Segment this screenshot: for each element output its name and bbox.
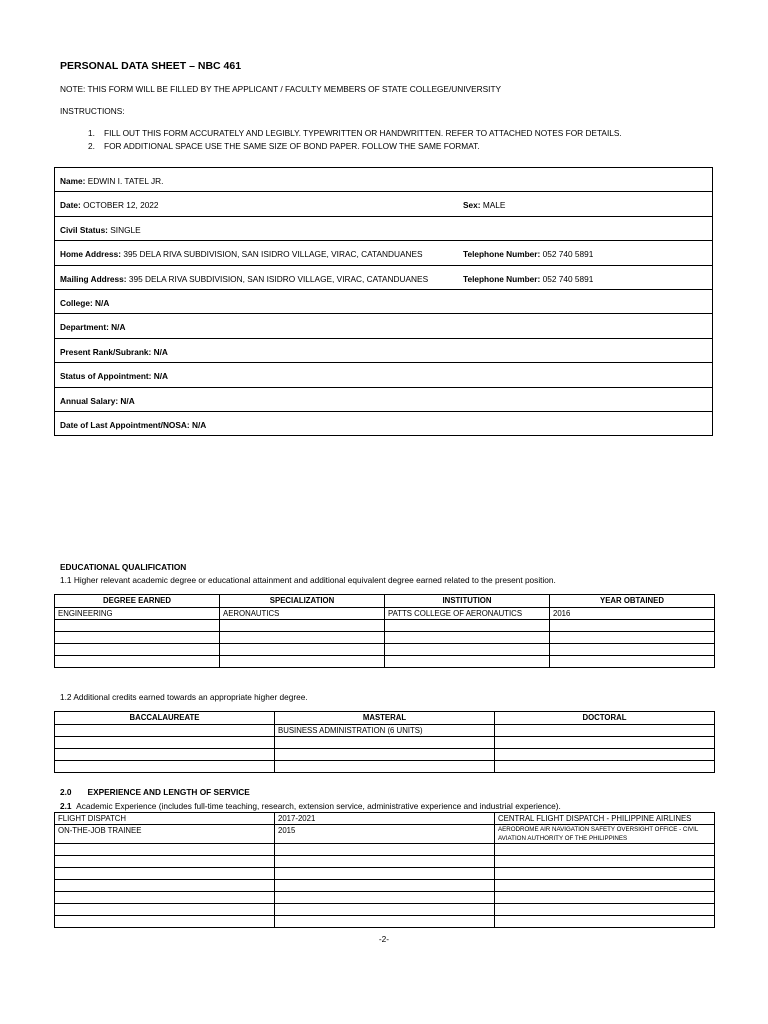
last-appointment-row: Date of Last Appointment/NOSA: N/A bbox=[60, 419, 207, 430]
table-cell: CENTRAL FLIGHT DISPATCH - PHILIPPINE AIRLINES bbox=[495, 813, 715, 825]
table-cell bbox=[55, 656, 220, 668]
instruction-item: 2. FOR ADDITIONAL SPACE USE THE SAME SIZE OF BOND PAPER. FOLLOW THE SAME FORMAT. bbox=[88, 141, 480, 151]
table-cell bbox=[55, 632, 220, 644]
credits-column-header: DOCTORAL bbox=[495, 712, 715, 725]
table-cell bbox=[275, 868, 495, 880]
table-cell bbox=[275, 856, 495, 868]
table-cell bbox=[550, 632, 715, 644]
education-section-title: EDUCATIONAL QUALIFICATION bbox=[60, 562, 187, 572]
education-description: 1.1 Higher relevant academic degree or educational attainment and additional equivalent degree earned related to the present position. bbox=[60, 575, 556, 585]
table-cell bbox=[495, 725, 715, 737]
civil-status-value: SINGLE bbox=[110, 224, 141, 235]
name-row: Name: EDWIN I. TATEL JR. bbox=[55, 168, 712, 192]
table-cell bbox=[55, 620, 220, 632]
mailing-address-row: Mailing Address: 395 DELA RIVA SUBDIVISION, SAN ISIDRO VILLAGE, VIRAC, CATANDUANES Telephone Number: 052 740 5891 bbox=[55, 266, 712, 290]
table-cell bbox=[550, 644, 715, 656]
table-cell bbox=[495, 761, 715, 773]
table-cell bbox=[495, 844, 715, 856]
degree-table bbox=[54, 594, 715, 668]
table-row bbox=[55, 880, 715, 892]
table-cell bbox=[385, 656, 550, 668]
degree-column-header: DEGREE EARNED bbox=[55, 595, 220, 608]
table-row bbox=[55, 644, 715, 656]
table-row bbox=[55, 868, 715, 880]
table-cell bbox=[495, 892, 715, 904]
mailing-address-value: 395 DELA RIVA SUBDIVISION, SAN ISIDRO VILLAGE, VIRAC, CATANDUANES bbox=[128, 273, 429, 284]
date-value: OCTOBER 12, 2022 bbox=[83, 200, 159, 211]
table-row bbox=[55, 749, 715, 761]
credits-column-header: MASTERAL bbox=[275, 712, 495, 725]
table-cell bbox=[495, 868, 715, 880]
table-cell bbox=[55, 856, 275, 868]
degree-column-header: SPECIALIZATION bbox=[220, 595, 385, 608]
page-title: PERSONAL DATA SHEET – NBC 461 bbox=[60, 60, 242, 72]
table-row bbox=[55, 632, 715, 644]
table-row bbox=[55, 916, 715, 928]
appointment-status-row: Status of Appointment: N/A bbox=[55, 363, 712, 387]
table-cell bbox=[275, 892, 495, 904]
table-row bbox=[55, 825, 715, 844]
table-cell bbox=[550, 656, 715, 668]
table-cell bbox=[220, 656, 385, 668]
home-address-value: 395 DELA RIVA SUBDIVISION, SAN ISIDRO VILLAGE, VIRAC, CATANDUANES bbox=[123, 249, 423, 260]
table-cell: 2016 bbox=[550, 608, 715, 620]
table-cell bbox=[55, 749, 275, 761]
table-cell bbox=[385, 620, 550, 632]
college-row: College: N/A bbox=[55, 290, 712, 314]
table-cell bbox=[385, 632, 550, 644]
degree-column-header: INSTITUTION bbox=[385, 595, 550, 608]
table-cell bbox=[275, 749, 495, 761]
table-row bbox=[55, 725, 715, 737]
page-number: -2- bbox=[378, 934, 390, 944]
sex-value: MALE bbox=[482, 200, 506, 211]
table-cell bbox=[55, 868, 275, 880]
telephone-value: 052 740 5891 bbox=[542, 273, 594, 284]
department-row: Department: N/A bbox=[55, 314, 712, 338]
date-row: Date: OCTOBER 12, 2022 Sex: MALE bbox=[55, 192, 712, 216]
table-cell bbox=[495, 749, 715, 761]
table-cell bbox=[55, 916, 275, 928]
table-row bbox=[55, 656, 715, 668]
table-row bbox=[55, 892, 715, 904]
table-cell bbox=[275, 904, 495, 916]
table-cell: AERONAUTICS bbox=[220, 608, 385, 620]
table-cell bbox=[55, 761, 275, 773]
civil-status-row: Civil Status: SINGLE bbox=[55, 217, 712, 241]
table-row bbox=[55, 904, 715, 916]
table-cell bbox=[495, 916, 715, 928]
table-cell bbox=[55, 737, 275, 749]
instructions-label: INSTRUCTIONS: bbox=[60, 106, 125, 116]
table-row bbox=[55, 844, 715, 856]
table-cell bbox=[495, 880, 715, 892]
instruction-item: 1. FILL OUT THIS FORM ACCURATELY AND LEGIBLY. TYPEWRITTEN OR HANDWRITTEN. REFER TO ATTACHED NOTES FOR DETAILS. bbox=[88, 128, 622, 138]
table-cell bbox=[220, 620, 385, 632]
table-cell bbox=[495, 856, 715, 868]
table-row bbox=[55, 856, 715, 868]
credits-description: 1.2 Additional credits earned towards an appropriate higher degree. bbox=[60, 692, 308, 702]
table-cell bbox=[275, 761, 495, 773]
table-row bbox=[55, 620, 715, 632]
table-cell: AERODROME AIR NAVIGATION SAFETY OVERSIGHT OFFICE - CIVIL AVIATION AUTHORITY OF THE PHILIPPINES bbox=[495, 825, 715, 844]
degree-column-header: YEAR OBTAINED bbox=[550, 595, 715, 608]
form-note: NOTE: THIS FORM WILL BE FILLED BY THE APPLICANT / FACULTY MEMBERS OF STATE COLLEGE/UNIVERSITY bbox=[60, 84, 502, 94]
table-cell bbox=[495, 904, 715, 916]
rank-row: Present Rank/Subrank: N/A bbox=[55, 339, 712, 363]
table-cell: ON-THE-JOB TRAINEE bbox=[55, 825, 275, 844]
table-cell: ENGINEERING bbox=[55, 608, 220, 620]
personal-info-box bbox=[54, 167, 713, 436]
instructions-list bbox=[88, 127, 622, 153]
table-cell bbox=[275, 844, 495, 856]
table-cell bbox=[385, 644, 550, 656]
table-cell bbox=[55, 844, 275, 856]
table-cell bbox=[55, 880, 275, 892]
credits-table bbox=[54, 711, 715, 773]
salary-row: Annual Salary: N/A bbox=[55, 388, 712, 412]
table-cell bbox=[275, 916, 495, 928]
table-cell bbox=[220, 644, 385, 656]
table-cell bbox=[55, 892, 275, 904]
table-row bbox=[55, 813, 715, 825]
table-cell bbox=[550, 620, 715, 632]
table-cell: 2017-2021 bbox=[275, 813, 495, 825]
table-cell bbox=[55, 644, 220, 656]
credits-column-header: BACCALAUREATE bbox=[55, 712, 275, 725]
experience-table bbox=[54, 812, 715, 928]
table-cell bbox=[220, 632, 385, 644]
table-row bbox=[55, 737, 715, 749]
table-cell: PATTS COLLEGE OF AERONAUTICS bbox=[385, 608, 550, 620]
home-address-row: Home Address: 395 DELA RIVA SUBDIVISION, SAN ISIDRO VILLAGE, VIRAC, CATANDUANES Telephone Number: 052 740 5891 bbox=[55, 241, 712, 265]
table-row bbox=[55, 761, 715, 773]
table-cell: BUSINESS ADMINISTRATION (6 UNITS) bbox=[275, 725, 495, 737]
name-value: EDWIN I. TATEL JR. bbox=[87, 176, 164, 186]
table-row bbox=[55, 608, 715, 620]
table-cell bbox=[275, 737, 495, 749]
table-cell: 2015 bbox=[275, 825, 495, 844]
experience-description: 2.1 Academic Experience (includes full-time teaching, research, extension service, administrative experience and industrial experience). bbox=[60, 801, 561, 811]
table-cell bbox=[275, 880, 495, 892]
experience-section-title: 2.0 EXPERIENCE AND LENGTH OF SERVICE bbox=[60, 787, 250, 797]
table-cell: FLIGHT DISPATCH bbox=[55, 813, 275, 825]
table-cell bbox=[55, 725, 275, 737]
table-cell bbox=[55, 904, 275, 916]
table-cell bbox=[495, 737, 715, 749]
telephone-value: 052 740 5891 bbox=[542, 249, 594, 260]
